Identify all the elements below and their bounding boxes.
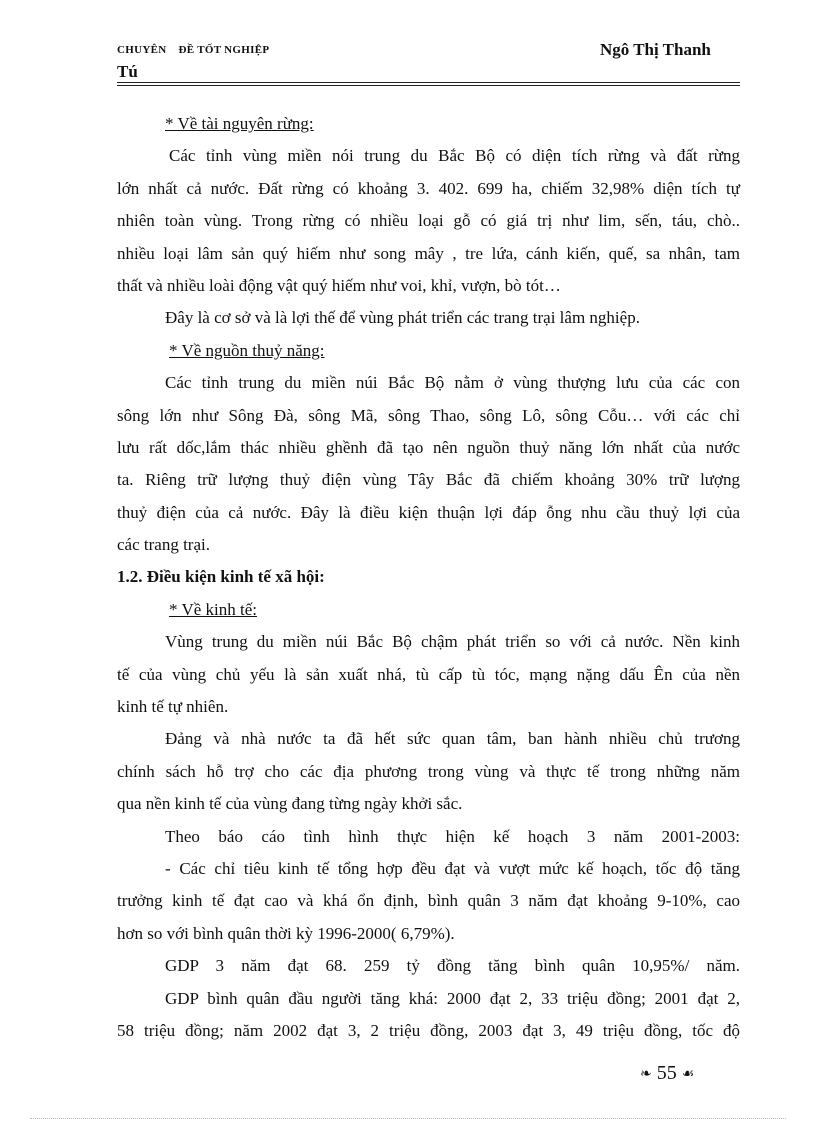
paragraph-line: Vùng trung du miền núi Bắc Bộ chậm phát triển so với cả nước. Nền kinh: [165, 632, 740, 652]
paragraph-line: Đảng và nhà nước ta đã hết sức quan tâm, ban hành nhiều chủ trương: [165, 729, 740, 749]
paragraph-line: sông lớn như Sông Đà, sông Mã, sông Thao, sông Lô, sông Cỗu… với các chỉ: [117, 405, 740, 425]
paragraph-line: nhiều loại lâm sản quý hiếm như song mây , tre lứa, cánh kiến, quế, sa nhân, tam: [117, 243, 740, 263]
paragraph-line: 58 triệu đồng; năm 2002 đạt 3, 2 triệu đồng, 2003 đạt 3, 49 triệu đồng, tốc độ: [117, 1020, 740, 1040]
paragraph-line: qua nền kinh tế của vùng đang từng ngày khởi sắc.: [117, 794, 463, 814]
paragraph-line: GDP bình quân đầu người tăng khá: 2000 đạt 2, 33 triệu đồng; 2001 đạt 2,: [165, 988, 740, 1008]
section-heading: 1.2. Điều kiện kinh tế xã hội:: [117, 567, 325, 587]
paragraph-line: tế của vùng chủ yếu là sản xuất nhá, tù cấp tù tóc, mạng nặng dấu Ên của nền: [117, 664, 740, 684]
subheading-economy: * Về kinh tế:: [169, 599, 257, 619]
header-rule-top: [117, 82, 740, 83]
ornament-right-icon: ☙: [681, 1066, 695, 1082]
subheading-hydropower: * Về nguồn thuỷ năng:: [169, 340, 325, 360]
header-left-word1: CHUYÊN: [117, 44, 167, 56]
paragraph-line: ta. Riêng trữ lượng thuỷ điện vùng Tây Bắc đã chiếm khoảng 30% trữ lượng: [117, 470, 740, 490]
paragraph-line: lớn nhất cả nước. Đất rừng có khoảng 3. 402. 699 ha, chiếm 32,98% diện tích tự: [117, 178, 740, 198]
subheading-forest-resources: * Về tài nguyên rừng:: [165, 114, 314, 133]
paragraph-line: GDP 3 năm đạt 68. 259 tỷ đồng tăng bình quân 10,95%/ năm.: [165, 956, 740, 976]
header-author: Ngô Thị Thanh: [600, 40, 711, 59]
page-edge-divider: [30, 1118, 786, 1119]
paragraph-line: thất và nhiều loài động vật quý hiếm như voi, khỉ, vượn, bò tót…: [117, 275, 561, 295]
header-rule-bottom: [117, 85, 740, 86]
paragraph-line: - Các chỉ tiêu kinh tế tổng hợp đều đạt và vượt mức kế hoạch, tốc độ tăng: [165, 858, 740, 878]
header-left-word2: ĐỀ TỐT NGHIỆP: [178, 44, 270, 56]
document-body: [117, 108, 740, 1047]
paragraph-line: các trang trại.: [117, 535, 210, 555]
header-left: [117, 44, 269, 56]
paragraph-line: nhiên toàn vùng. Trong rừng có nhiều loại gỗ có giá trị như lim, sến, táu, chò..: [117, 211, 740, 231]
page-number-value: 55: [656, 1062, 677, 1084]
paragraph-line: trưởng kinh tế đạt cao và khá ổn định, bình quân 3 năm đạt khoảng 9-10%, cao: [117, 891, 740, 911]
paragraph-line: Theo báo cáo tình hình thực hiện kế hoạch 3 năm 2001-2003:: [165, 826, 740, 846]
paragraph-line: Các tỉnh trung du miền núi Bắc Bộ nằm ở vùng thượng lưu của các con: [165, 373, 740, 393]
ornament-left-icon: ❧: [640, 1066, 652, 1082]
paragraph-line: hơn so với bình quân thời kỳ 1996-2000( 6,79%).: [117, 923, 455, 943]
paragraph-line: kinh tế tự nhiên.: [117, 697, 229, 717]
header-left-continuation: Tú: [117, 62, 138, 81]
paragraph-line: Các tỉnh vùng miền nói trung du Bắc Bộ có diện tích rừng và đất rừng: [169, 146, 740, 166]
paragraph-line: thuỷ điện của cả nước. Đây là điều kiện thuận lợi đáp ỗng nhu cầu thuỷ lợi của: [117, 502, 740, 522]
paragraph-line: lưu rất dốc,lắm thác nhiều ghềnh đã tạo nên nguồn thuỷ năng lớn nhất của nước: [117, 437, 740, 457]
page-number: [640, 1062, 694, 1085]
paragraph-line: Đây là cơ sở và là lợi thế để vùng phát triển các trang trại lâm nghiệp.: [165, 308, 640, 328]
paragraph-line: chính sách hỗ trợ cho các địa phương trong vùng và thực tế trong những năm: [117, 761, 740, 781]
